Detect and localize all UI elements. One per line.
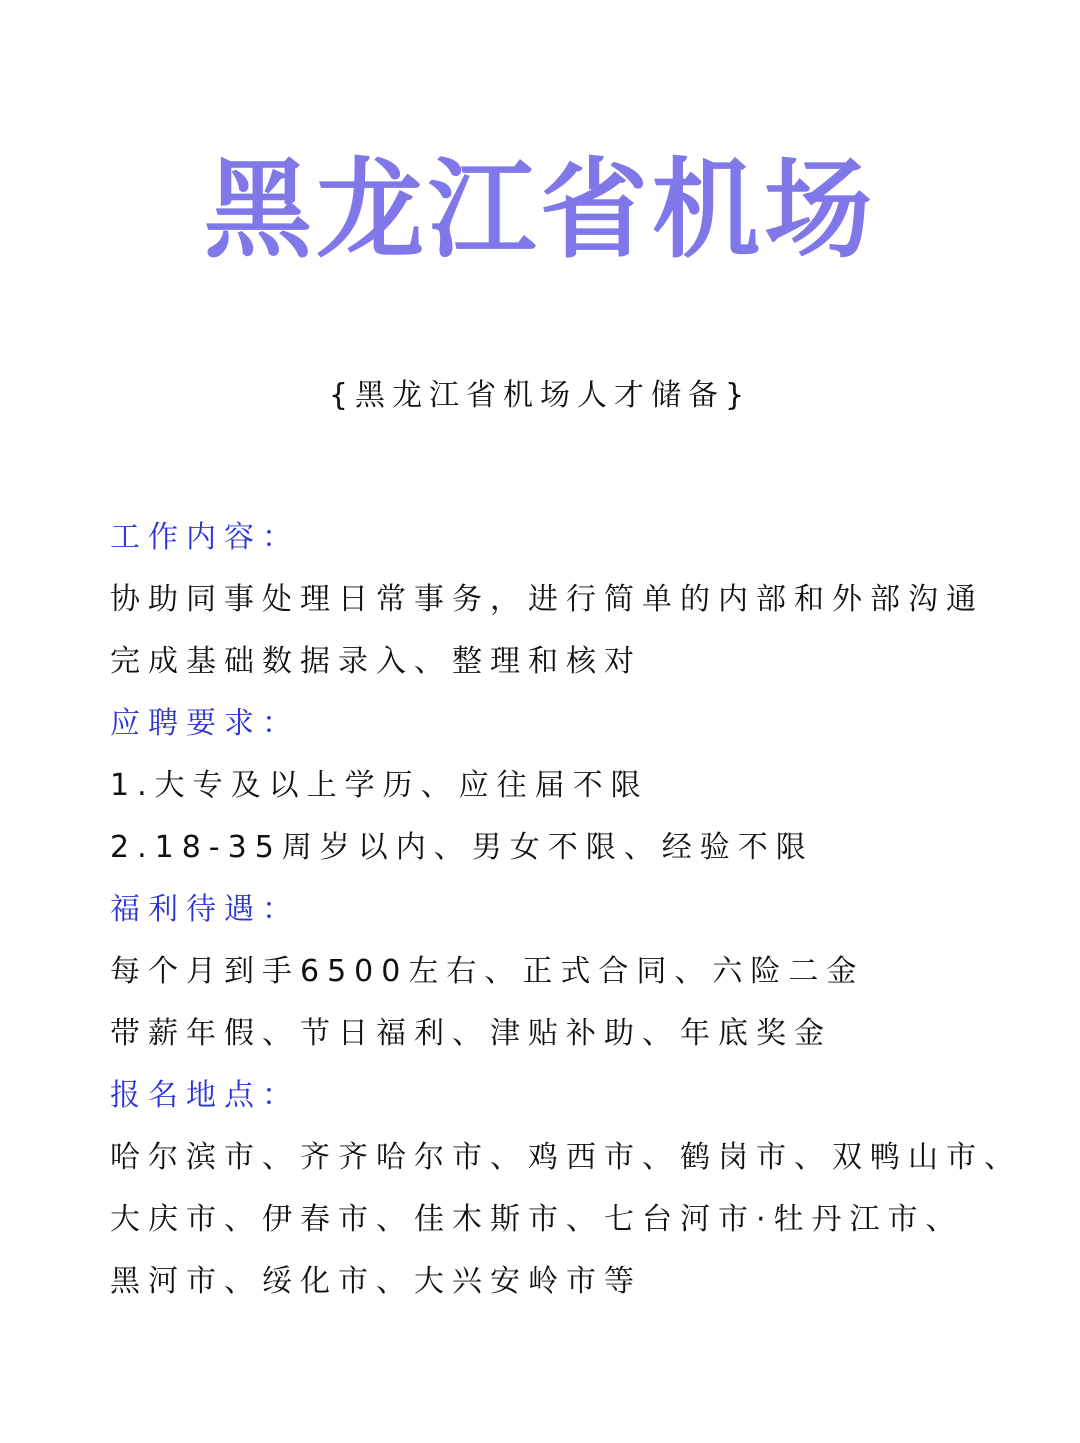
location-line: 大庆市、伊春市、佳木斯市、七台河市·牡丹江市、 — [110, 1202, 964, 1237]
section-heading-job-content: 工作内容： — [110, 520, 300, 555]
section-job-content — [110, 514, 1010, 700]
location-line: 哈尔滨市、齐齐哈尔市、鸡西市、鹤岗市、双鸭山市、 — [110, 1140, 1022, 1175]
section-requirements — [110, 700, 1010, 886]
benefit-line: 带薪年假、节日福利、津贴补助、年底奖金 — [110, 1016, 832, 1051]
location-line: 黑河市、绥化市、大兴安岭市等 — [110, 1264, 642, 1299]
section-heading-locations: 报名地点： — [110, 1078, 300, 1113]
requirement-line: 1.大专及以上学历、应往届不限 — [110, 768, 649, 803]
section-locations — [110, 1072, 1022, 1320]
section-heading-benefits: 福利待遇： — [110, 892, 300, 927]
page-title: 黑龙江省机场 — [203, 147, 876, 273]
requirement-line: 2.18-35周岁以内、男女不限、经验不限 — [110, 830, 814, 865]
section-heading-requirements: 应聘要求： — [110, 706, 300, 741]
section-benefits — [110, 886, 1010, 1072]
job-content-line: 协助同事处理日常事务，进行简单的内部和外部沟通 — [110, 582, 984, 617]
job-content-line: 完成基础数据录入、整理和核对 — [110, 644, 642, 679]
page-subtitle: {黑龙江省机场人才储备} — [328, 378, 752, 413]
benefit-line: 每个月到手6500左右、正式合同、六险二金 — [110, 954, 865, 989]
job-details — [110, 514, 1022, 1320]
